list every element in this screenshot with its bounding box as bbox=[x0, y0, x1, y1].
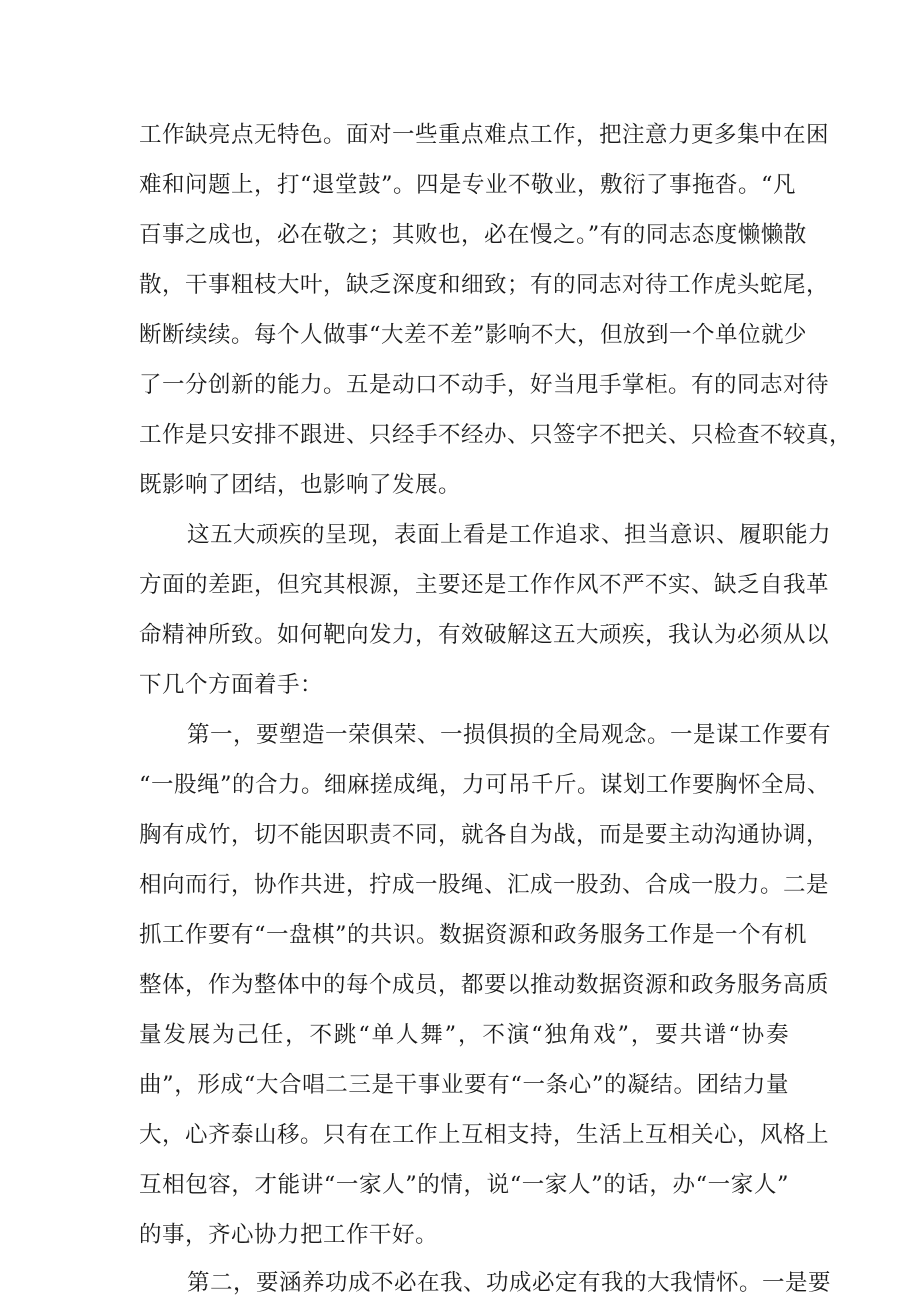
text-line: 量发展为己任，不跳“单人舞”，不演“独角戏”，要共谱“协奏 bbox=[139, 1022, 789, 1048]
text-line: 工作缺亮点无特色。面对一些重点难点工作，把注意力更多集中在困 bbox=[139, 122, 830, 148]
text-line: 百事之成也，必在敬之；其败也，必在慢之。”有的同志态度懒懒散 bbox=[139, 222, 807, 248]
text-line: 工作是只安排不跟进、只经手不经办、只签字不把关、只检查不较真， bbox=[139, 422, 853, 448]
text-line: 大，心齐泰山移。只有在工作上互相支持，生活上互相关心，风格上 bbox=[139, 1122, 830, 1148]
paragraph-first-line: 第一，要塑造一荣俱荣、一损俱损的全局观念。一是谋工作要有 bbox=[187, 722, 832, 748]
text-line: 断断续续。每个人做事“大差不差”影响不大，但放到一个单位就少 bbox=[139, 322, 808, 348]
text-line: 曲”，形成“大合唱二三是干事业要有“一条心”的凝结。团结力量 bbox=[139, 1072, 789, 1098]
text-line: 胸有成竹，切不能因职责不同，就各自为战，而是要主动沟通协调， bbox=[139, 822, 830, 848]
text-line: 难和问题上，打“退堂鼓”。四是专业不敬业，敷衍了事拖沓。“凡 bbox=[139, 172, 797, 198]
text-line: 了一分创新的能力。五是动口不动手，好当甩手掌柜。有的同志对待 bbox=[139, 372, 830, 398]
text-line: “一股绳”的合力。细麻搓成绳，力可吊千斤。谋划工作要胸怀全局、 bbox=[139, 772, 831, 798]
text-line: 既影响了团结，也影响了发展。 bbox=[139, 472, 462, 498]
text-line: 命精神所致。如何靶向发力，有效破解这五大顽疾，我认为必须从以 bbox=[139, 622, 830, 648]
text-line: 方面的差距，但究其根源，主要还是工作作风不严不实、缺乏自我革 bbox=[139, 572, 830, 598]
text-line: 抓工作要有“一盘棋”的共识。数据资源和政务服务工作是一个有机 bbox=[139, 922, 808, 948]
text-line: 下几个方面着手： bbox=[139, 672, 324, 698]
paragraph-first-line: 第二，要涵养功成不必在我、功成必定有我的大我情怀。一是要 bbox=[187, 1270, 832, 1296]
text-line: 整体，作为整体中的每个成员，都要以推动数据资源和政务服务高质 bbox=[139, 972, 830, 998]
text-line: 互相包容，才能讲“一家人”的情，说“一家人”的话，办“一家人” bbox=[139, 1172, 789, 1198]
text-line: 散，干事粗枝大叶，缺乏深度和细致；有的同志对待工作虎头蛇尾， bbox=[139, 272, 830, 298]
paragraph-first-line: 这五大顽疾的呈现，表面上看是工作追求、担当意识、履职能力 bbox=[187, 522, 832, 548]
text-line: 的事，齐心协力把工作干好。 bbox=[139, 1222, 439, 1248]
text-line: 相向而行，协作共进，拧成一股绳、汇成一股劲、合成一股力。二是 bbox=[139, 872, 830, 898]
